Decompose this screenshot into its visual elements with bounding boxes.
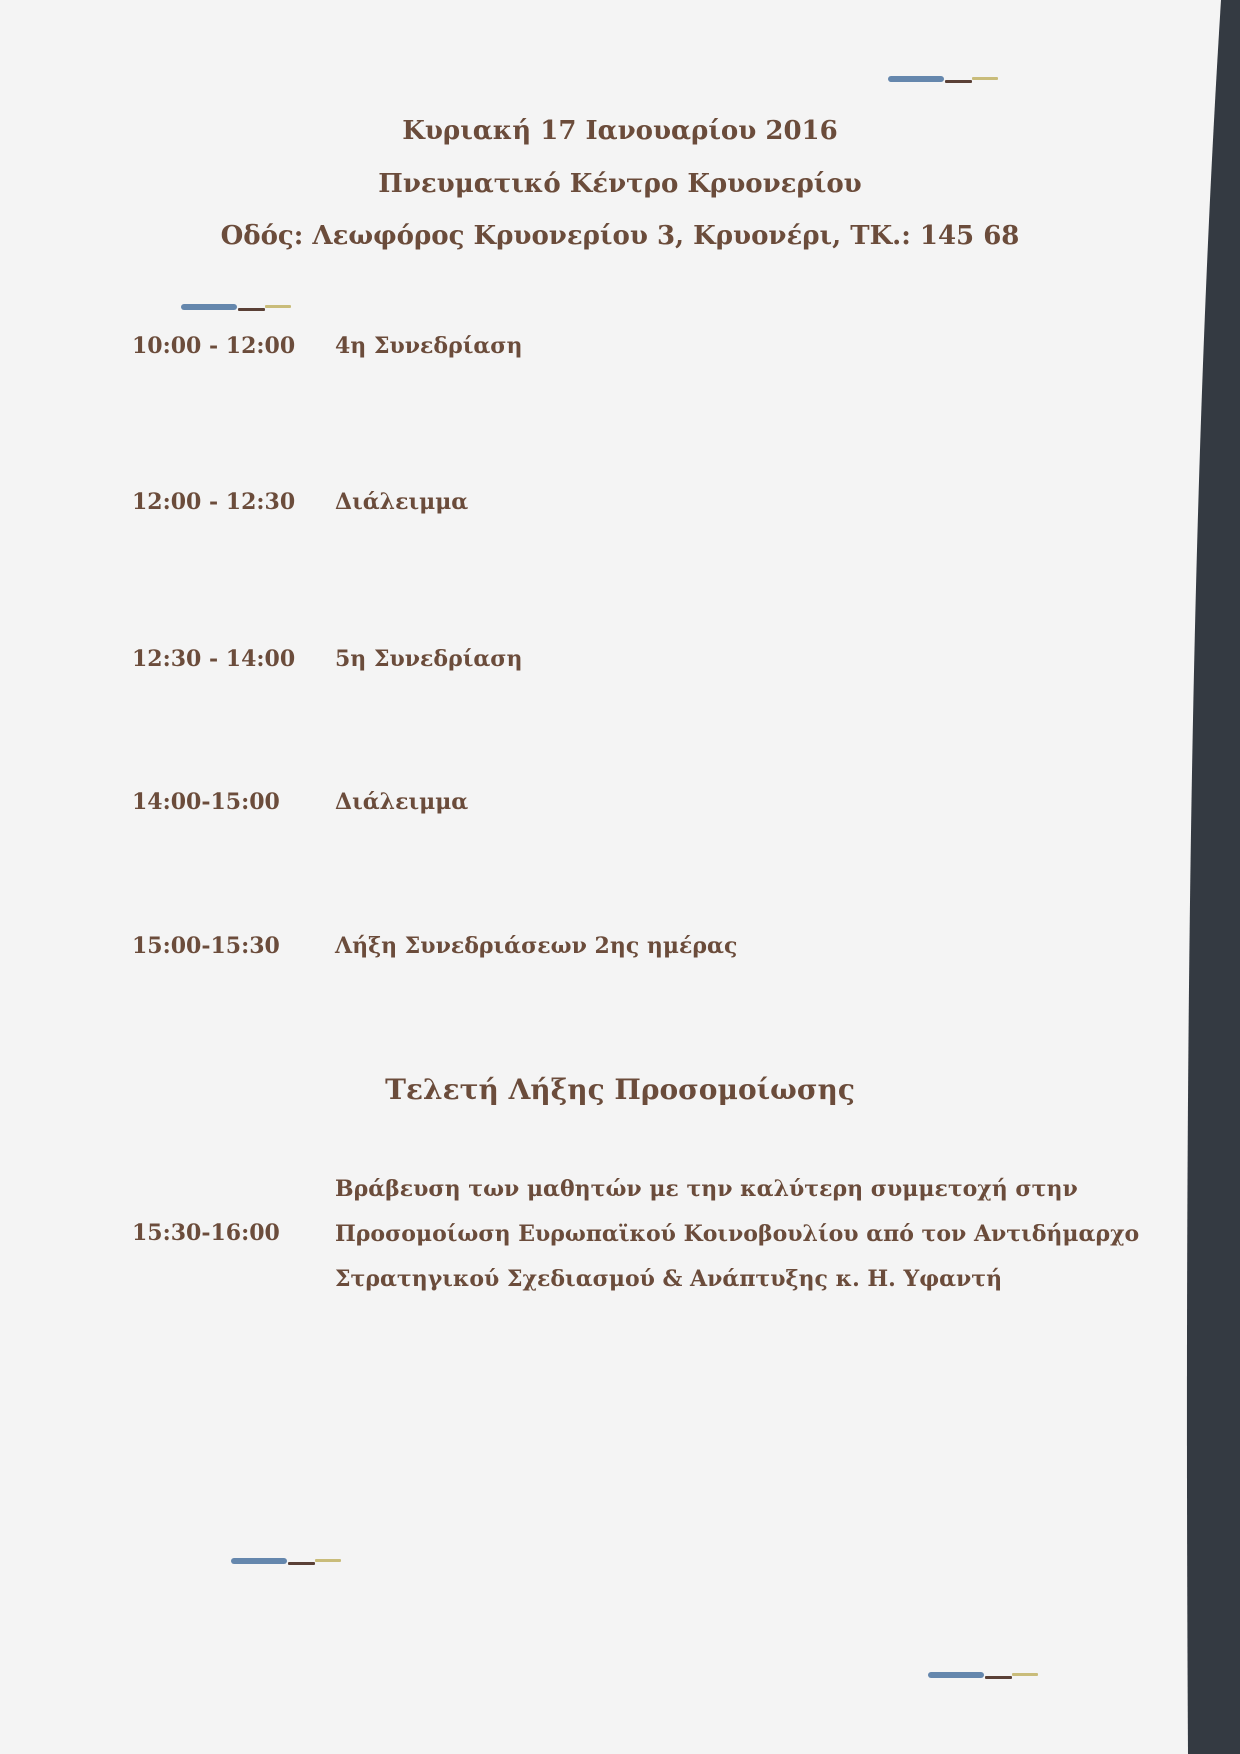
schedule-event: Διάλειμμα bbox=[335, 489, 469, 515]
schedule-time: 14:00-15:00 bbox=[132, 789, 280, 815]
schedule-event: Διάλειμμα bbox=[335, 789, 469, 815]
schedule-time: 10:00 - 12:00 bbox=[132, 333, 296, 359]
schedule-time: 12:00 - 12:30 bbox=[132, 489, 296, 515]
schedule-event: Λήξη Συνεδριάσεων 2ης ημέρας bbox=[335, 933, 738, 959]
ceremony-line: Στρατηγικού Σχεδιασμού & Ανάπτυξης κ. Η. Υφαντή bbox=[335, 1266, 1003, 1292]
venue-line: Πνευματικό Κέντρο Κρυονερίου bbox=[378, 169, 862, 199]
ceremony-line: Βράβευση των μαθητών με την καλύτερη συμμετοχή στην bbox=[335, 1176, 1078, 1202]
schedule-event: 5η Συνεδρίαση bbox=[335, 646, 523, 672]
ceremony-line: Προσομοίωση Ευρωπαϊκού Κοινοβουλίου από τον Αντιδήμαρχο bbox=[335, 1221, 1140, 1247]
ceremony-time: 15:30-16:00 bbox=[132, 1220, 280, 1246]
schedule-time: 12:30 - 14:00 bbox=[132, 646, 296, 672]
schedule-event: 4η Συνεδρίαση bbox=[335, 333, 523, 359]
date-line: Κυριακή 17 Ιανουαρίου 2016 bbox=[402, 116, 838, 146]
address-line: Οδός: Λεωφόρος Κρυονερίου 3, Κρυονέρι, ΤΚ.: 145 68 bbox=[220, 221, 1020, 251]
ceremony-description bbox=[335, 1167, 1140, 1302]
ceremony-title: Τελετή Λήξης Προσομοίωσης bbox=[385, 1073, 855, 1106]
schedule-time: 15:00-15:30 bbox=[132, 933, 280, 959]
